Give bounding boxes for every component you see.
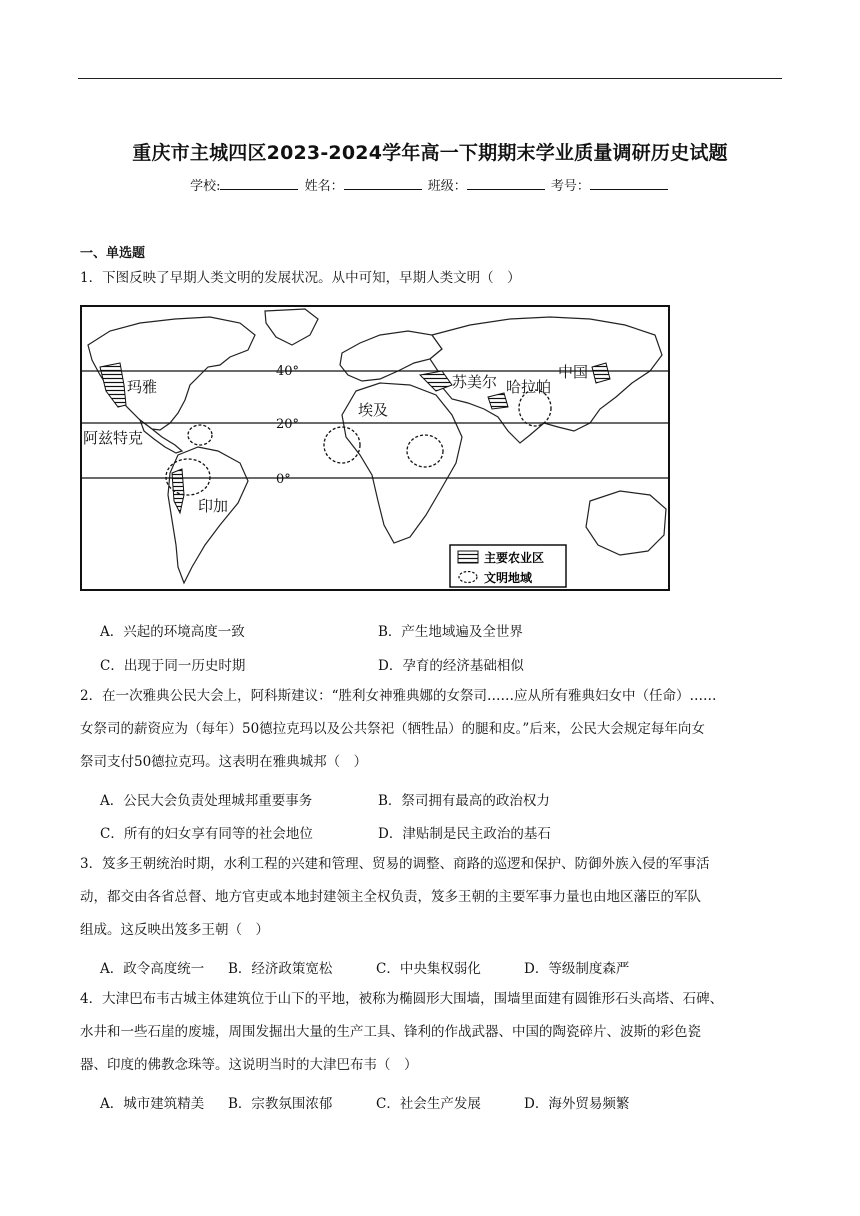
place-label-china: 中国	[558, 363, 589, 381]
q4-option-a[interactable]: A．城市建筑精美	[100, 1096, 205, 1112]
q1-option-a[interactable]: A．兴起的环境高度一致	[100, 624, 245, 640]
q3-line-2: 动，都交由各省总督、地方官吏或本地封建领主全权负责，笈多王朝的主要军事力量也由地区藩臣的军队	[80, 889, 701, 905]
question-4-stem	[80, 983, 782, 1082]
q3-line-3: 组成。这反映出笈多王朝（ ）	[80, 922, 269, 938]
question-3-stem	[80, 848, 782, 947]
field-class-blank[interactable]	[467, 177, 545, 190]
place-label-inca: 印加	[198, 497, 229, 515]
q4-line-3: 器、印度的佛教念珠等。这说明当时的大津巴布韦（ ）	[80, 1057, 418, 1073]
lat-label-0: 0°	[276, 472, 291, 487]
legend-label-agri: 主要农业区	[484, 551, 545, 565]
q1-option-b[interactable]: B．产生地域遍及全世界	[378, 624, 523, 640]
legend-label-civ: 文明地域	[484, 571, 533, 585]
field-school-label: 学校:	[190, 179, 221, 194]
q4-option-b[interactable]: B．宗教氛围浓郁	[228, 1096, 333, 1112]
question-1-stem: 1．下图反映了早期人类文明的发展状况。从中可知，早期人类文明（ ）	[80, 270, 521, 286]
q3-option-b[interactable]: B．经济政策宽松	[228, 961, 333, 977]
place-label-egypt: 埃及	[358, 401, 389, 419]
q3-option-a[interactable]: A．政令高度统一	[100, 961, 205, 977]
place-label-sumer: 苏美尔	[452, 373, 498, 391]
student-info-line	[0, 175, 860, 194]
q1-option-d[interactable]: D．孕育的经济基础相似	[378, 658, 524, 674]
field-school-blank[interactable]	[220, 177, 298, 190]
q2-line-1: 2．在一次雅典公民大会上，阿科斯建议：“胜利女神雅典娜的女祭司……应从所有雅典妇女中（任命）……	[80, 688, 717, 704]
q4-option-d[interactable]: D．海外贸易频繁	[524, 1096, 630, 1112]
place-label-harappa: 哈拉帕	[506, 378, 552, 396]
q4-line-2: 水井和一些石崖的废墟，周围发掘出大量的生产工具、锋利的作战武器、中国的陶瓷碎片、波斯的彩色瓷	[80, 1024, 701, 1040]
q3-line-1: 3．笈多王朝统治时期，水利工程的兴建和管理、贸易的调整、商路的巡逻和保护、防御外族入侵的军事活	[80, 856, 710, 872]
lat-label-20: 20°	[276, 417, 300, 432]
field-examno-blank[interactable]	[590, 177, 668, 190]
q3-option-c[interactable]: C．中央集权弱化	[376, 961, 481, 977]
field-class-label: 班级：	[427, 179, 467, 194]
place-label-maya: 玛雅	[127, 378, 158, 396]
q4-line-1: 4．大津巴布韦古城主体建筑位于山下的平地，被称为椭圆形大围墙，围墙里面建有圆锥形石头高塔、石碑、	[80, 991, 724, 1007]
q2-option-a[interactable]: A．公民大会负责处理城邦重要事务	[100, 793, 313, 809]
legend-hatch-swatch	[458, 551, 478, 563]
continent-australia	[586, 491, 666, 555]
place-label-aztec: 阿兹特克	[83, 429, 144, 447]
map-legend	[450, 545, 566, 587]
q2-option-c[interactable]: C．所有的妇女享有同等的社会地位	[100, 826, 313, 842]
field-name-blank[interactable]	[344, 177, 422, 190]
lat-label-40: 40°	[276, 364, 300, 379]
question-2-stem	[80, 680, 782, 779]
q2-line-2: 女祭司的薪资应为（每年）50德拉克玛以及公共祭祀（牺牲品）的腿和皮。”后来，公民大会规定每年向女	[80, 721, 705, 737]
section-heading: 一、单选题	[80, 246, 146, 261]
field-examno-label: 考号：	[550, 179, 590, 194]
header-rule	[78, 78, 782, 79]
q1-option-c[interactable]: C．出现于同一历史时期	[100, 658, 246, 674]
q2-line-3: 祭司支付50德拉克玛。这表明在雅典城邦（ ）	[80, 754, 368, 770]
exam-title: 重庆市主城四区2023-2024学年高一下期期末学业质量调研历史试题	[132, 142, 728, 164]
q3-option-d[interactable]: D．等级制度森严	[524, 961, 630, 977]
q4-option-c[interactable]: C．社会生产发展	[376, 1096, 481, 1112]
q2-option-d[interactable]: D．津贴制是民主政治的基石	[378, 826, 551, 842]
field-name-label: 姓名：	[304, 179, 344, 194]
q2-option-b[interactable]: B．祭司拥有最高的政治权力	[378, 793, 550, 809]
world-map-figure	[80, 305, 670, 591]
